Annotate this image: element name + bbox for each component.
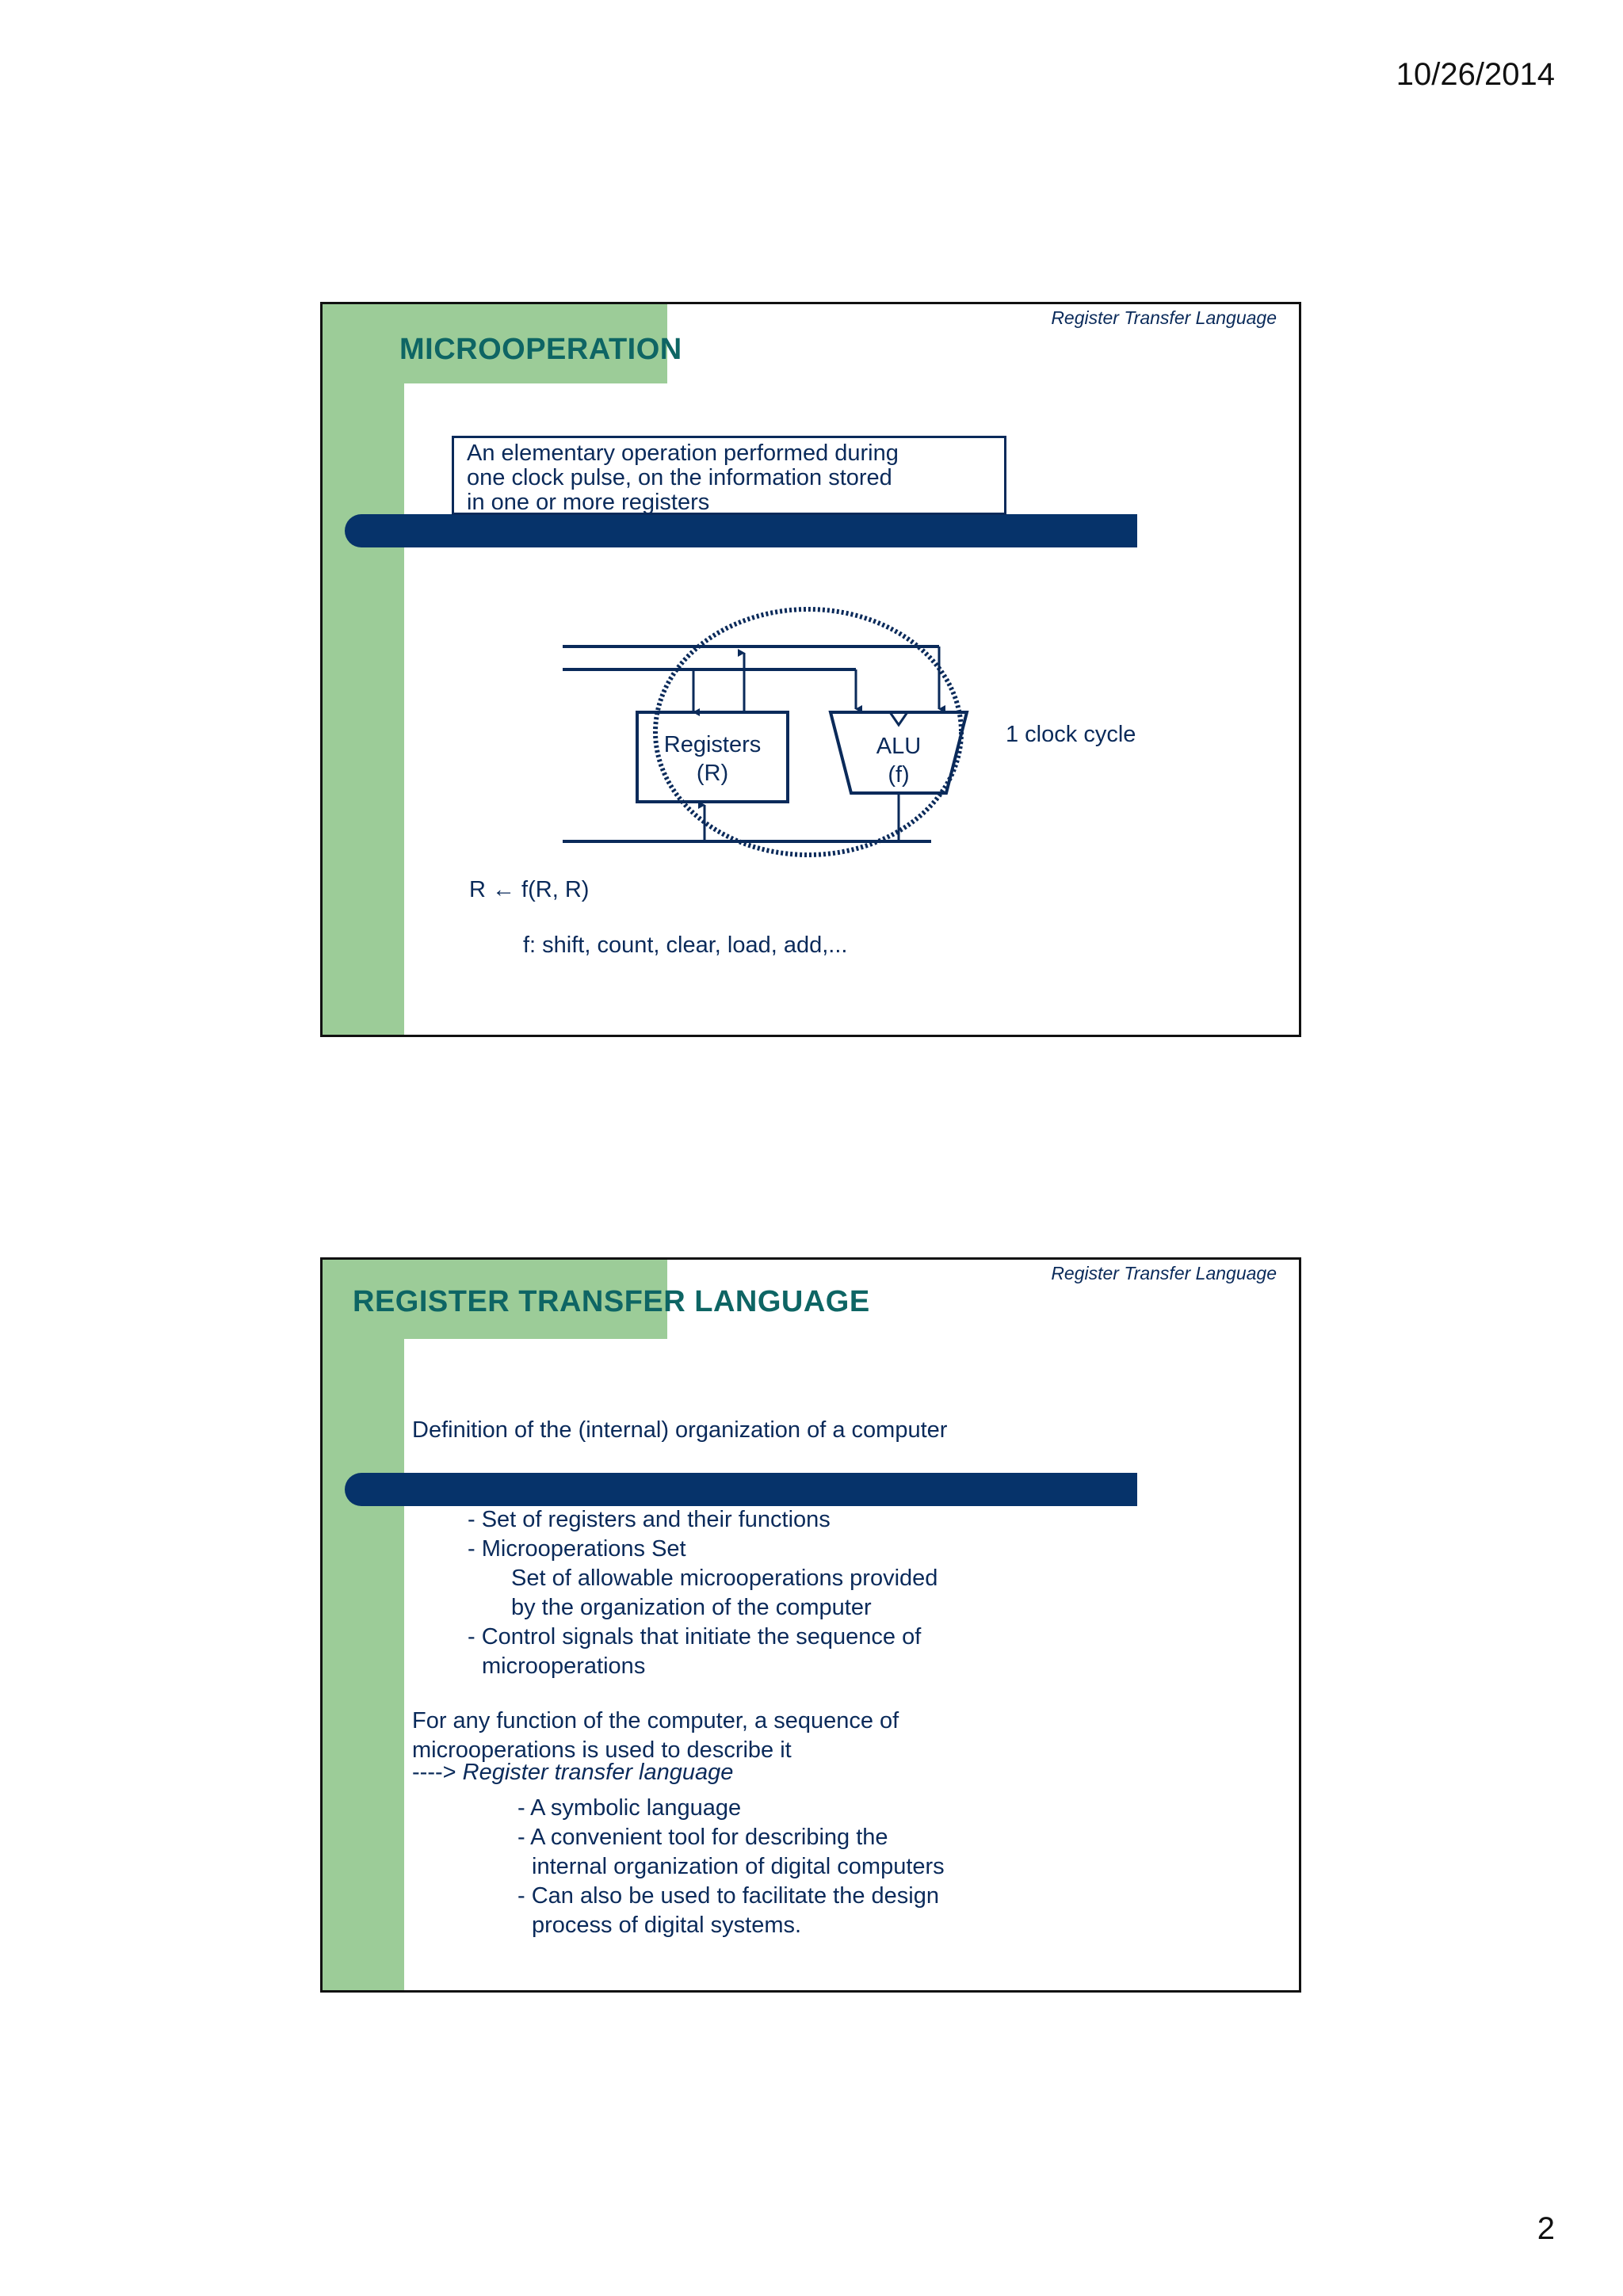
function-list: f: shift, count, clear, load, add,...: [523, 933, 848, 958]
rtl-arrow-line: [412, 1758, 733, 1787]
paragraph-line: microoperations is used to describe it: [412, 1737, 792, 1763]
list-item: - Control signals that initiate the sequence of: [468, 1624, 922, 1650]
registers-label: Registers: [663, 732, 762, 757]
list-subitem: by the organization of the computer: [511, 1595, 872, 1620]
slide-microoperation: [320, 302, 1301, 1037]
slide-title: REGISTER TRANSFER LANGUAGE: [353, 1285, 870, 1318]
definition-text: Definition of the (internal) organization of a computer: [412, 1417, 948, 1443]
definition-line: An elementary operation performed during: [467, 441, 899, 466]
sub-list-item-continued: internal organization of digital computers: [532, 1854, 945, 1879]
slide-accent-left: [323, 1260, 404, 1990]
slide-divider-band: [345, 1473, 1137, 1506]
page-number: 2: [1537, 2211, 1555, 2246]
definition-line: one clock pulse, on the information stored: [467, 465, 892, 490]
slide-header-note: Register Transfer Language: [1051, 1263, 1277, 1283]
page-date: 10/26/2014: [1396, 57, 1555, 92]
microoperation-formula: R ← f(R, R): [469, 877, 590, 902]
list-item-continued: microoperations: [482, 1653, 646, 1679]
paragraph-line: For any function of the computer, a sequence of: [412, 1708, 899, 1733]
clock-cycle-label: 1 clock cycle: [1006, 722, 1136, 747]
slide-header-note: Register Transfer Language: [1051, 307, 1277, 328]
microoperation-diagram: [323, 304, 1301, 1037]
list-item: - Set of registers and their functions: [468, 1507, 831, 1532]
arrow-prefix: ---->: [412, 1760, 456, 1785]
alu-sublabel: (f): [888, 762, 910, 788]
slide-register-transfer-language: [320, 1257, 1301, 1993]
registers-sublabel: (R): [696, 761, 729, 786]
rtl-term: Register transfer language: [462, 1760, 734, 1785]
list-subitem: Set of allowable microoperations provided: [511, 1566, 938, 1591]
sub-list-item-continued: process of digital systems.: [532, 1913, 802, 1938]
sub-list-item: - A convenient tool for describing the: [517, 1825, 888, 1850]
slide-accent-corner: [404, 1339, 452, 1386]
list-item: - Microoperations Set: [468, 1536, 686, 1562]
sub-list-item: - Can also be used to facilitate the design: [517, 1883, 939, 1909]
definition-line: in one or more registers: [467, 490, 710, 515]
slide-title: MICROOPERATION: [399, 333, 682, 366]
alu-label: ALU: [876, 734, 922, 759]
sub-list-item: - A symbolic language: [517, 1795, 742, 1821]
